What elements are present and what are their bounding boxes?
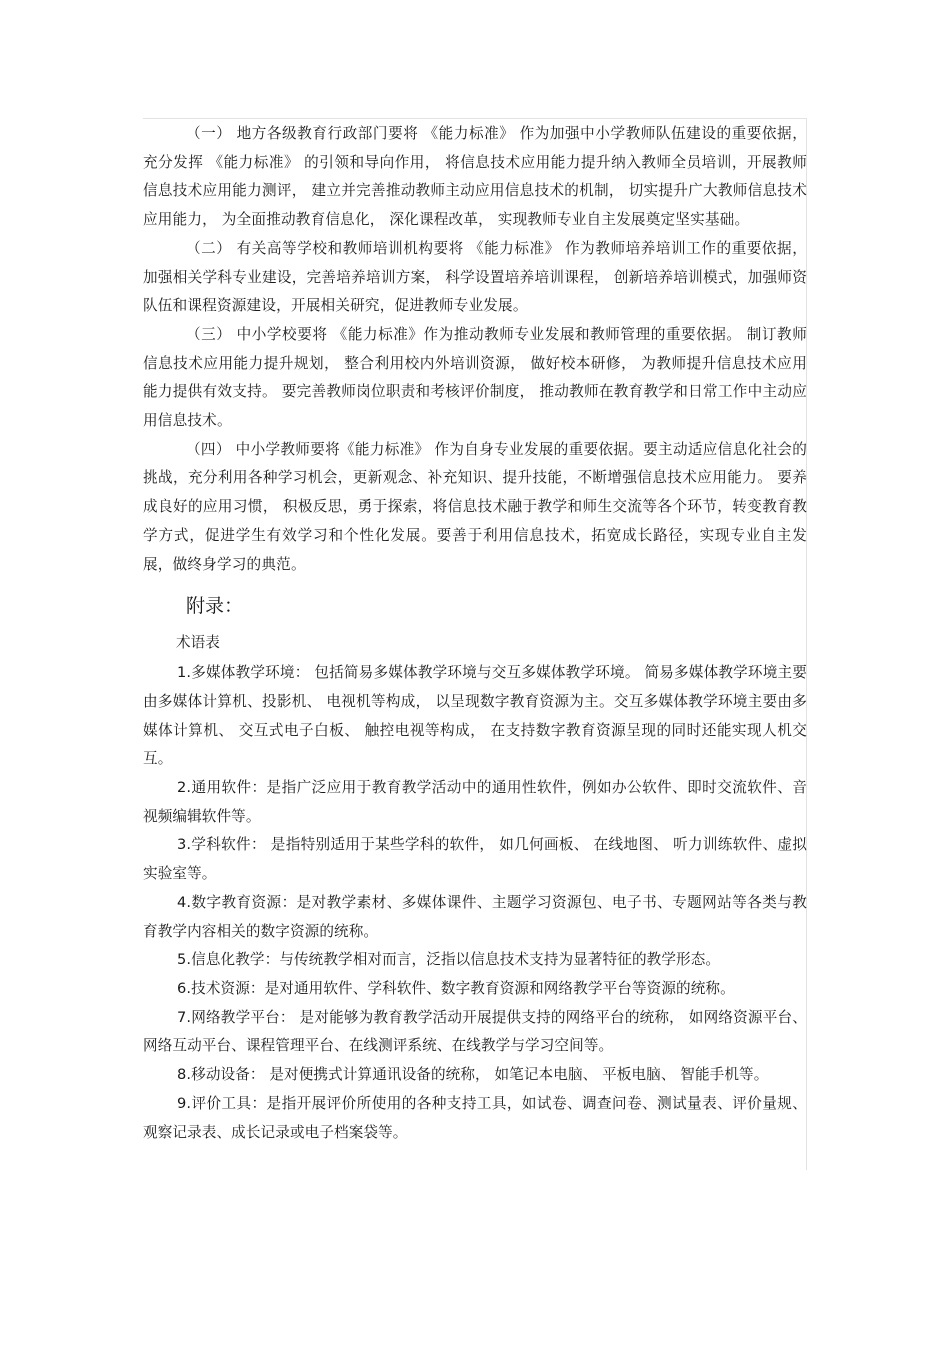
glossary-heading: 术语表 — [176, 634, 220, 652]
glossary-term-6: 6.技术资源：是对通用软件、学科软件、数字教育资源和网络教学平台等资源的统称。 — [177, 979, 735, 997]
paragraph-3: （三） 中小学校要将 《能力标准》作为推动教师专业发展和教师管理的重要依据。 制订教师信息技术应用能力提升规划， 整合利用校内外培训资源， 做好校本研修， 为教师提升信息技术应用能力提供有效支持。 要完善教师岗位职责和考核评价制度， 推动教师在教育教学和日常工作中主动应用信息技术。 — [143, 325, 807, 430]
document-body — [143, 120, 807, 1147]
paragraph-4: （四） 中小学教师要将《能力标准》 作为自身专业发展的重要依据。要主动适应信息化社会的挑战，充分利用各种学习机会，更新观念、补充知识、提升技能，不断增强信息技术应用能力。 要养成良好的应用习惯， 积极反思，勇于探索，将信息技术融于教学和师生交流等各个环节，转变教育教学方式，促进学生有效学习和个性化发展。要善于利用信息技术，拓宽成长路径，实现专业自主发展，做终身学习的典范。 — [143, 440, 807, 573]
glossary-term-8: 8.移动设备： 是对便携式计算通讯设备的统称， 如笔记本电脑、 平板电脑、 智能手机等。 — [177, 1066, 769, 1084]
paragraph-1: （一） 地方各级教育行政部门要将 《能力标准》 作为加强中小学教师队伍建设的重要依据，充分发挥 《能力标准》 的引领和导向作用， 将信息技术应用能力提升纳入教师全员培训，开展教师信息技术应用能力测评， 建立并完善推动教师主动应用信息技术的机制， 切实提升广大教师信息技术应用能力， 为全面推动教育信息化， 深化课程改革， 实现教师专业自主发展奠定坚实基础。 — [143, 125, 807, 229]
appendix-heading: 附录： — [186, 595, 244, 618]
glossary-term-9: 9.评价工具：是指开展评价所使用的各种支持工具，如试卷、调查问卷、测试量表、评价量规、观察记录表、成长记录或电子档案袋等。 — [143, 1094, 807, 1141]
glossary-term-3: 3.学科软件： 是指特别适用于某些学科的软件， 如几何画板、 在线地图、 听力训练软件、虚拟实验室等。 — [143, 836, 807, 883]
glossary-term-2: 2.通用软件：是指广泛应用于教育教学活动中的通用性软件，例如办公软件、即时交流软件、音视频编辑软件等。 — [143, 779, 807, 825]
paragraph-2: （二） 有关高等学校和教师培训机构要将 《能力标准》 作为教师培养培训工作的重要依据，加强相关学科专业建设，完善培养培训方案， 科学设置培养培训课程， 创新培养培训模式，加强师资队伍和课程资源建设，开展相关研究，促进教师专业发展。 — [143, 239, 807, 315]
glossary-term-4: 4.数字教育资源：是对教学素材、多媒体课件、主题学习资源包、电子书、专题网站等各类与教育教学内容相关的数字资源的统称。 — [143, 893, 807, 940]
glossary-term-7: 7.网络教学平台： 是对能够为教育教学活动开展提供支持的网络平台的统称， 如网络资源平台、网络互动平台、课程管理平台、在线测评系统、在线教学与学习空间等。 — [143, 1008, 807, 1055]
glossary-term-5: 5.信息化教学：与传统教学相对而言，泛指以信息技术支持为显著特征的教学形态。 — [177, 951, 721, 969]
glossary-term-1: 1.多媒体教学环境： 包括简易多媒体教学环境与交互多媒体教学环境。 简易多媒体教学环境主要由多媒体计算机、投影机、 电视机等构成， 以呈现数字教育资源为主。交互多媒体教学环境主要由多媒体计算机、 交互式电子白板、 触控电视等构成， 在支持数字教育资源呈现的同时还能实现人机交互。 — [143, 664, 807, 768]
